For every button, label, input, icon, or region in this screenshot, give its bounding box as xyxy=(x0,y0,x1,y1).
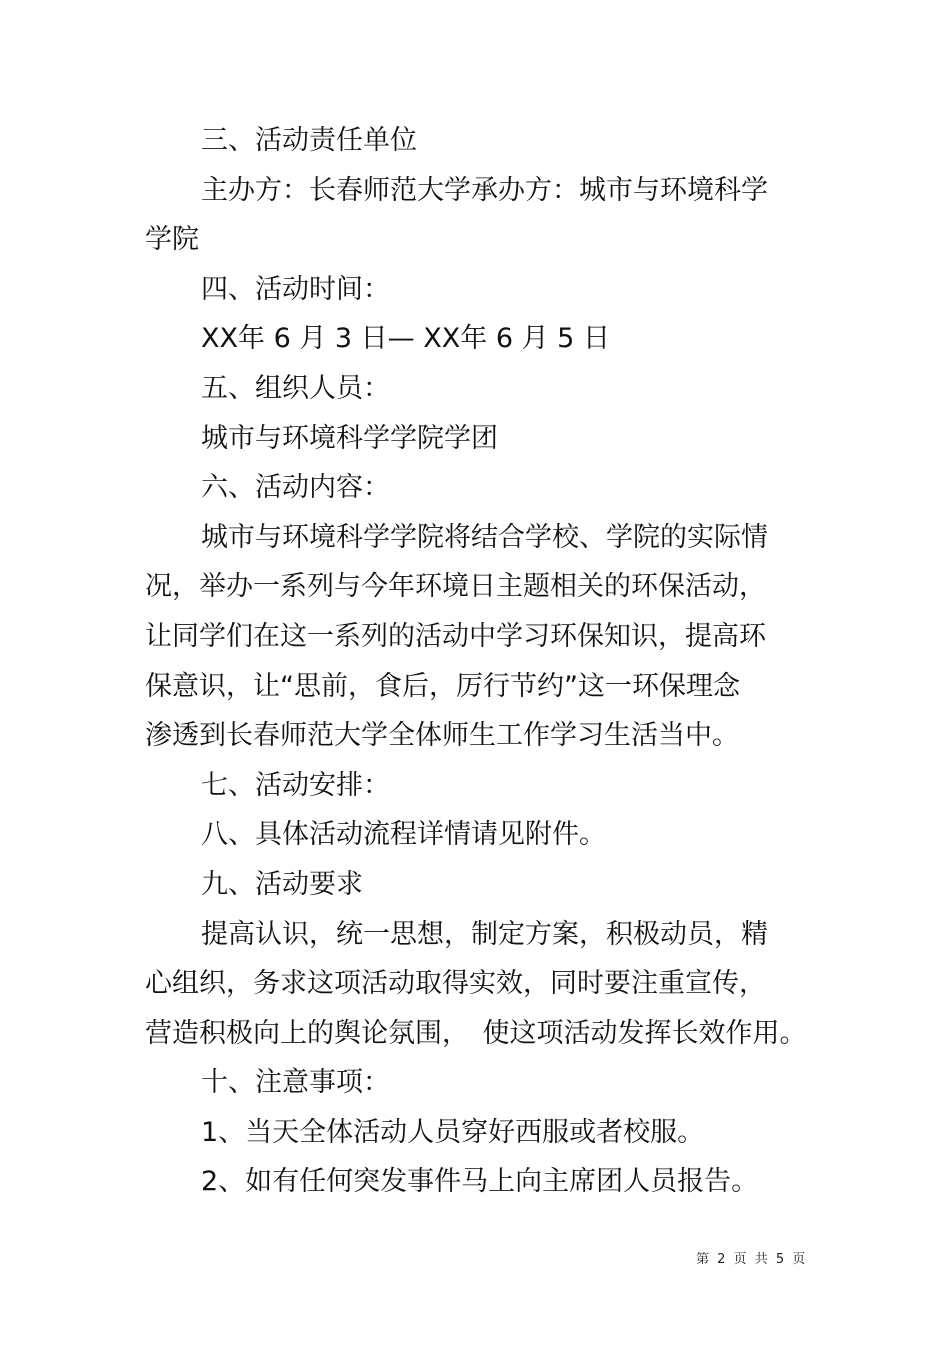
text-line: 学院 xyxy=(145,224,199,256)
text-line: 况，举办一系列与今年环境日主题相关的环保活动， xyxy=(145,571,766,603)
footer-middle: 页 共 xyxy=(733,1252,770,1267)
text-line: 七、活动安排： xyxy=(201,769,390,801)
text-line: 四、活动时间： xyxy=(201,273,390,305)
text-line: 营造积极向上的舆论氛围， 使这项活动发挥长效作用。 xyxy=(145,1017,807,1049)
footer-prefix: 第 xyxy=(696,1252,712,1267)
text-line: 城市与环境科学学院学团 xyxy=(201,422,498,454)
text-line: XX年 6 月 3 日— XX年 6 月 5 日 xyxy=(201,323,610,355)
text-line: 渗透到长春师范大学全体师生工作学习生活当中。 xyxy=(145,720,739,752)
footer-suffix: 页 xyxy=(792,1252,808,1267)
document-body xyxy=(145,116,807,1207)
text-line: 五、组织人员： xyxy=(201,372,390,404)
text-line: 心组织，务求这项活动取得实效，同时要注重宣传， xyxy=(145,968,766,1000)
text-line: 2、如有任何突发事件马上向主席团人员报告。 xyxy=(201,1166,759,1198)
text-line: 主办方：长春师范大学承办方：城市与环境科学 xyxy=(201,174,768,206)
text-line: 六、活动内容： xyxy=(201,472,390,504)
text-line: 让同学们在这一系列的活动中学习环保知识，提高环 xyxy=(145,620,766,652)
text-line: 三、活动责任单位 xyxy=(201,125,417,156)
text-line: 提高认识，统一思想，制定方案，积极动员，精 xyxy=(201,918,768,950)
footer-total-pages: 5 xyxy=(775,1252,787,1267)
text-line: 八、具体活动流程详情请见附件。 xyxy=(201,819,606,851)
text-line: 九、活动要求 xyxy=(201,868,363,900)
text-line: 十、注意事项： xyxy=(201,1067,390,1099)
footer-current-page: 2 xyxy=(717,1252,728,1267)
text-line: 保意识，让“思前，食后，厉行节约”这一环保理念 xyxy=(145,670,740,702)
page-footer xyxy=(696,1248,807,1267)
text-line: 1、当天全体活动人员穿好西服或者校服。 xyxy=(201,1116,705,1148)
text-line: 城市与环境科学学院将结合学校、学院的实际情 xyxy=(201,521,768,553)
